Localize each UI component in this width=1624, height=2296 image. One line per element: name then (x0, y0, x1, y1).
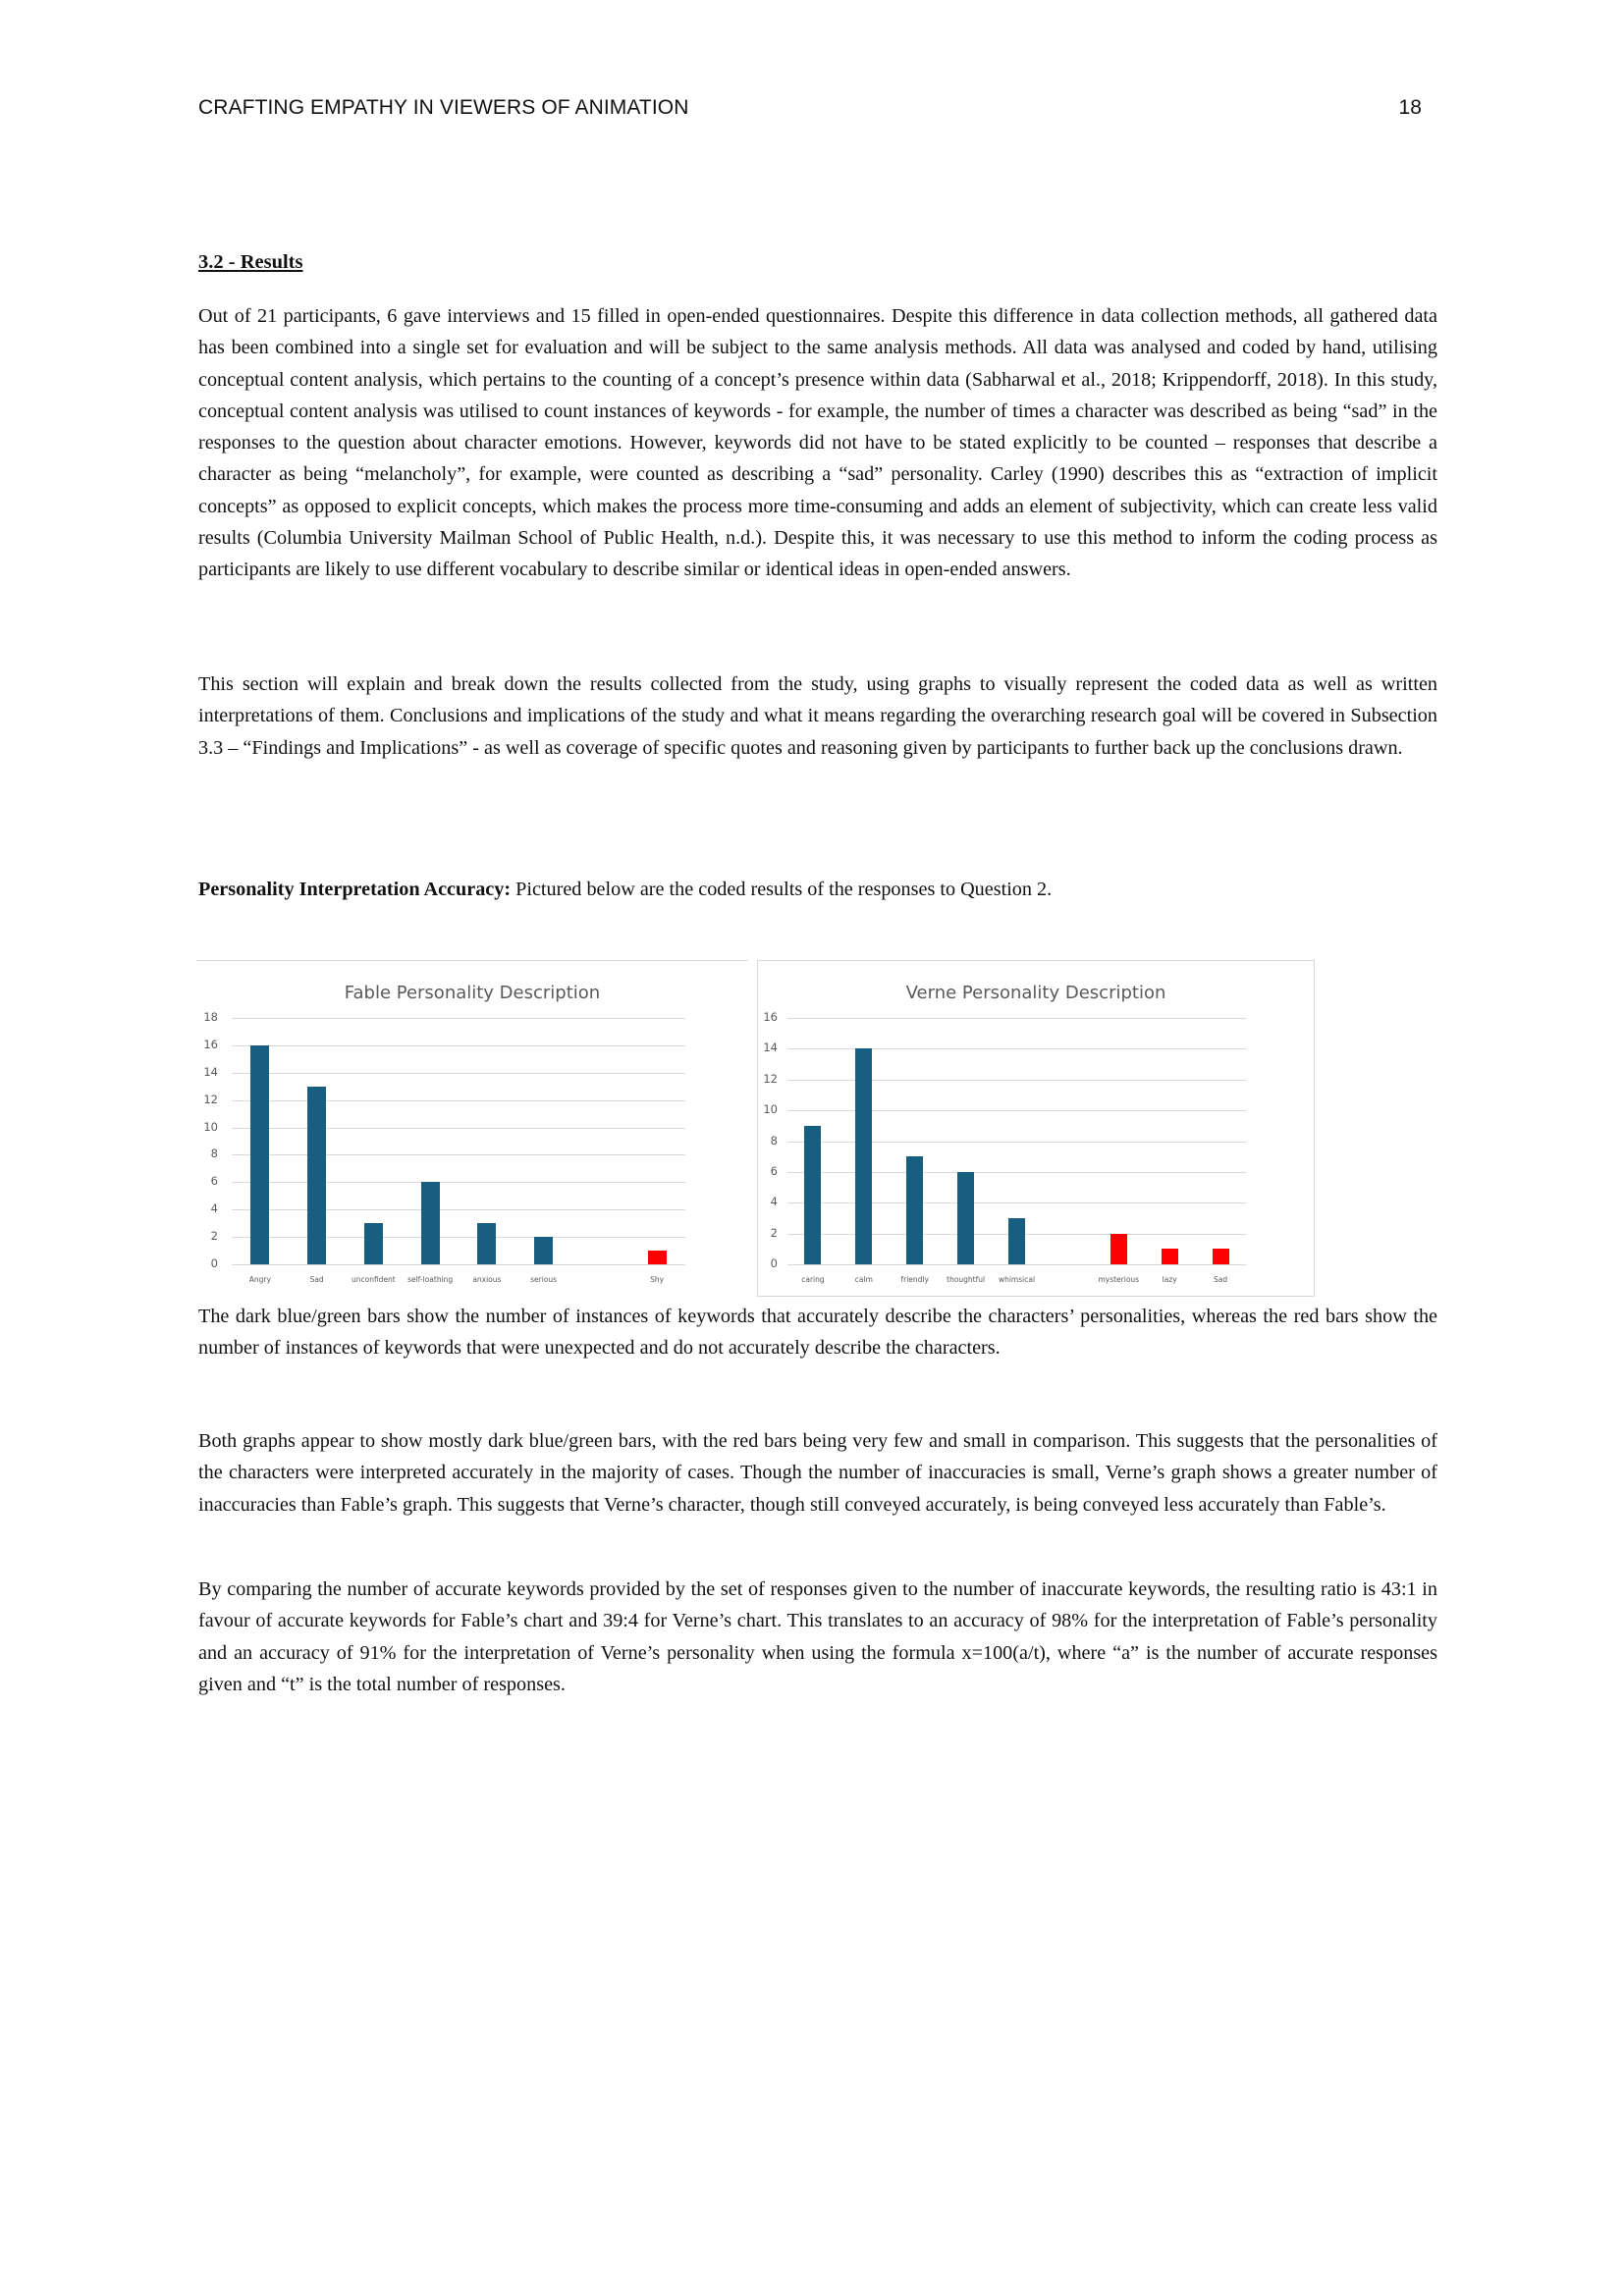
running-title: CRAFTING EMPATHY IN VIEWERS OF ANIMATION (198, 96, 689, 119)
x-axis-category-label: Angry (248, 1275, 271, 1284)
bar-calm (855, 1048, 872, 1264)
gridline (232, 1128, 685, 1129)
bar-thoughtful (957, 1172, 974, 1264)
y-axis-tick-label: 8 (210, 1147, 218, 1161)
gridline (232, 1018, 685, 1019)
y-axis-tick-label: 14 (203, 1064, 218, 1079)
paragraph-personality-intro (198, 874, 1437, 905)
bar-friendly (906, 1156, 923, 1264)
y-axis-tick-label: 16 (763, 1010, 778, 1024)
x-axis-category-label: Shy (650, 1275, 665, 1284)
x-axis-category-label: Sad (309, 1275, 324, 1284)
gridline (787, 1264, 1246, 1265)
gridline (232, 1073, 685, 1074)
paragraph-graph-comparison (198, 1425, 1437, 1521)
page-number: 18 (1398, 96, 1422, 119)
y-axis-tick-label: 4 (210, 1201, 218, 1216)
paragraph-text: The dark blue/green bars show the number of instances of keywords that accurately describe the characters’ personalities, whereas the red bars show the number of instances of keywords that were unexpected and do not accurately describe the characters. (198, 1306, 1437, 1360)
chart-title: Verne Personality Description (905, 983, 1166, 1003)
paragraph-text: By comparing the number of accurate keywords provided by the set of responses given to the number of inaccurate keywords, the resulting ratio is 43:1 in favour of accurate keywords for Fable’s chart and 39:4 for Verne’s chart. This translates to an accuracy of 98% for the interpretation of Fable’s personality and an accuracy of 91% for the interpretation of Verne’s personality when using the formula x=100(a/t), where “a” is the number of accurate responses given and “t” is the total number of responses. (198, 1578, 1437, 1695)
gridline (232, 1045, 685, 1046)
x-axis-category-label: mysterious (1098, 1275, 1140, 1284)
bar-lazy (1162, 1249, 1178, 1264)
y-axis-tick-label: 6 (770, 1163, 778, 1178)
section-heading: 3.2 - Results (198, 251, 303, 273)
y-axis-tick-label: 0 (210, 1256, 218, 1270)
paragraph-text (198, 874, 1437, 905)
y-axis-tick-label: 12 (763, 1071, 778, 1086)
y-axis-tick-label: 2 (210, 1229, 218, 1244)
paragraph-overview (198, 668, 1437, 764)
y-axis-tick-label: 12 (203, 1092, 218, 1106)
bar-sad (1213, 1249, 1229, 1264)
x-axis-category-label: whimsical (998, 1275, 1036, 1284)
y-axis-tick-label: 14 (763, 1041, 778, 1055)
gridline (787, 1018, 1246, 1019)
x-axis-category-label: calm (854, 1275, 873, 1284)
x-axis-category-label: lazy (1162, 1275, 1177, 1284)
x-axis-category-label: Sad (1213, 1275, 1228, 1284)
paragraph-text: Out of 21 participants, 6 gave interviews and 15 filled in open-ended questionnaires. Despite this difference in data collection methods, all gathered data has been combined into a single set for evaluation and will be subject to the same analysis methods. All data was analysed and coded by hand, utilising conceptual content analysis, which pertains to the counting of a concept’s presence within data (Sabharwal et al., 2018; Krippendorff, 2018). In this study, conceptual content analysis was utilised to count instances of keywords - for example, the number of times a character was described as being “sad” in the responses to the question about character emotions. However, keywords did not have to be stated explicitly to be counted – responses that describe a character as being “melancholy”, for example, were counted as describing a “sad” personality. Carley (1990) describes this as “extraction of implicit concepts” as opposed to explicit concepts, which makes the process more time-consuming and adds an element of subjectivity, which can create less valid results (Columbia University Mailman School of Public Health, n.d.). Despite this, it was necessary to use this method to inform the coding process as participants are likely to use different vocabulary to describe similar or identical ideas in open-ended answers. (198, 305, 1437, 581)
bar-whimsical (1008, 1218, 1025, 1264)
gridline (232, 1154, 685, 1155)
x-axis-category-label: thoughtful (947, 1275, 986, 1284)
x-axis-category-label: caring (801, 1275, 825, 1284)
y-axis-tick-label: 16 (203, 1037, 218, 1051)
x-axis-category-label: self-loathing (407, 1275, 454, 1284)
bar-shy (648, 1251, 667, 1264)
bar-sad (307, 1087, 326, 1264)
paragraph-run-in-heading: Personality Interpretation Accuracy: (198, 879, 512, 900)
gridline (232, 1100, 685, 1101)
paragraph-text: This section will explain and break down the results collected from the study, using graphs to visually represent the coded data as well as written interpretations of them. Conclusions and implications of the study and what it means regarding the overarching research goal will be covered in Subsection 3.3 – “Findings and Implications” - as well as coverage of specific quotes and reasoning given by participants to further back up the conclusions drawn. (198, 673, 1437, 759)
bar-angry (250, 1045, 269, 1264)
y-axis-tick-label: 2 (770, 1225, 778, 1240)
paragraph-text: Both graphs appear to show mostly dark blue/green bars, with the red bars being very few and small in comparison. This suggests that the personalities of the characters were interpreted accurately in the majority of cases. Though the number of inaccuracies is small, Verne’s graph shows a greater number of inaccuracies than Fable’s graph. This suggests that Verne’s character, though still conveyed accurately, is being conveyed less accurately than Fable’s. (198, 1430, 1437, 1516)
gridline (232, 1237, 685, 1238)
y-axis-tick-label: 6 (210, 1174, 218, 1189)
bar-caring (804, 1126, 821, 1264)
y-axis-tick-label: 10 (203, 1119, 218, 1134)
bar-self-loathing (421, 1182, 440, 1264)
gridline (232, 1209, 685, 1210)
verne-personality-chart (757, 960, 1315, 1297)
y-axis-tick-label: 0 (770, 1256, 778, 1270)
y-axis-tick-label: 8 (770, 1133, 778, 1148)
x-axis-category-label: anxious (472, 1275, 502, 1284)
gridline (232, 1264, 685, 1265)
chart-title: Fable Personality Description (344, 983, 601, 1003)
y-axis-tick-label: 18 (203, 1010, 218, 1024)
running-header (198, 96, 1422, 120)
paragraph-run-in-text: Pictured below are the coded results of the responses to Question 2. (511, 879, 1053, 900)
x-axis-category-label: friendly (900, 1275, 929, 1284)
bar-serious (534, 1237, 553, 1264)
gridline (232, 1182, 685, 1183)
bar-mysterious (1110, 1234, 1127, 1264)
paragraph-accuracy-ratio (198, 1574, 1437, 1700)
bar-anxious (477, 1223, 496, 1264)
x-axis-category-label: unconfident (351, 1275, 396, 1284)
y-axis-tick-label: 10 (763, 1102, 778, 1117)
bar-unconfident (364, 1223, 383, 1264)
paragraph-methods (198, 300, 1437, 586)
fable-personality-chart (196, 960, 748, 1295)
x-axis-category-label: serious (530, 1275, 558, 1284)
y-axis-tick-label: 4 (770, 1195, 778, 1209)
paragraph-bar-legend-explanation (198, 1301, 1437, 1364)
